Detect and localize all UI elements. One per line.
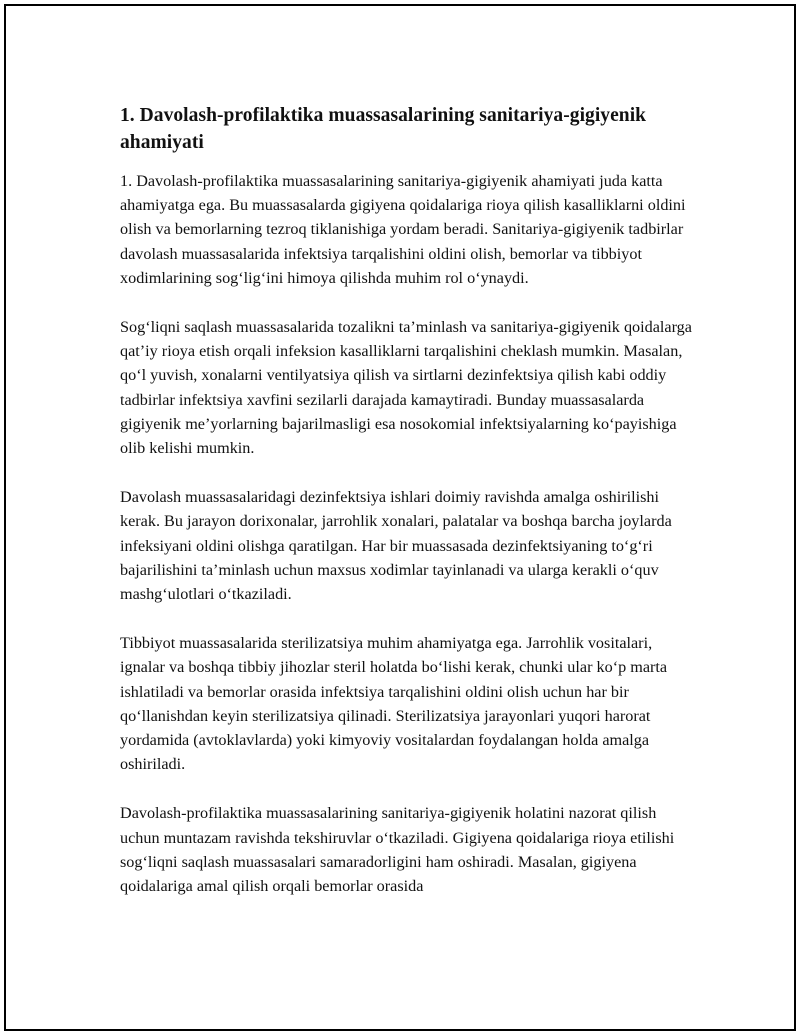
- section-heading: 1. Davolash-profilaktika muassasalarining sanitariya-gigiyenik ahamiyati: [120, 105, 647, 153]
- paragraph-4: Tibbiyot muassasalarida sterilizatsiya muhim ahamiyatga ega. Jarrohlik vositalari, ignalar va boshqa tibbiy jihozlar steril holatda bo‘lishi kerak, chunki ular ko‘p marta ishlatiladi va bemorlar orasida infektsiya tarqalishini oldini olish uchun har bir qo‘llanishdan keyin sterilizatsiya qilinadi. Sterilizatsiya jarayonlari yuqori harorat yordamida (avtoklavlarda) yoki kimyoviy vositalardan foydalangan holda amalga oshiriladi.: [120, 634, 668, 774]
- page-frame: [4, 4, 796, 1031]
- paragraph-2: Sog‘liqni saqlash muassasalarida tozalikni ta’minlash va sanitariya-gigiyenik qoidalarga qat’iy rioya etish orqali infeksion kasalliklarni tarqalishini cheklash mumkin. Masalan, qo‘l yuvish, xonalarni ventilyatsiya qilish va sirtlarni dezinfektsiya qilish kabi oddiy tadbirlar infektsiya xavfini sezilarli darajada kamaytiradi. Bunday muassasalarda gigiyenik me’yorlarning bajarilmasligi esa nosokomial infektsiyalarning ko‘payishiga olib kelishi mumkin.: [120, 318, 692, 458]
- paragraph-3: Davolash muassasalaridagi dezinfektsiya ishlari doimiy ravishda amalga oshirilishi kerak. Bu jarayon dorixonalar, jarrohlik xonalari, palatalar va boshqa barcha joylarda infeksiyani oldini olishga qaratilgan. Har bir muassasada dezinfektsiyaning to‘g‘ri bajarilishini ta’minlash uchun maxsus xodimlar tayinlanadi va ularga kerakli o‘quv mashg‘ulotlari o‘tkaziladi.: [120, 488, 672, 604]
- document-body: [120, 102, 692, 923]
- paragraph-5: Davolash-profilaktika muassasalarining sanitariya-gigiyenik holatini nazorat qilish uchun muntazam ravishda tekshiruvlar o‘tkaziladi. Gigiyena qoidalariga rioya etilishi sog‘liqni saqlash muassasalari samaradorligini ham oshiradi. Masalan, gigiyena qoidalariga amal qilish orqali bemorlar orasida: [120, 804, 675, 896]
- paragraph-1: 1. Davolash-profilaktika muassasalarining sanitariya-gigiyenik ahamiyati juda katta ahamiyatga ega. Bu muassasalarda gigiyena qoidalariga rioya qilish kasalliklarni oldini olish va bemorlarning tezroq tiklanishiga yordam beradi. Sanitariya-gigiyenik tadbirlar davolash muassasalarida infektsiya tarqalishini oldini olish, bemorlar va tibbiyot xodimlarining sog‘lig‘ini himoya qilishda muhim rol o‘ynaydi.: [120, 172, 686, 287]
